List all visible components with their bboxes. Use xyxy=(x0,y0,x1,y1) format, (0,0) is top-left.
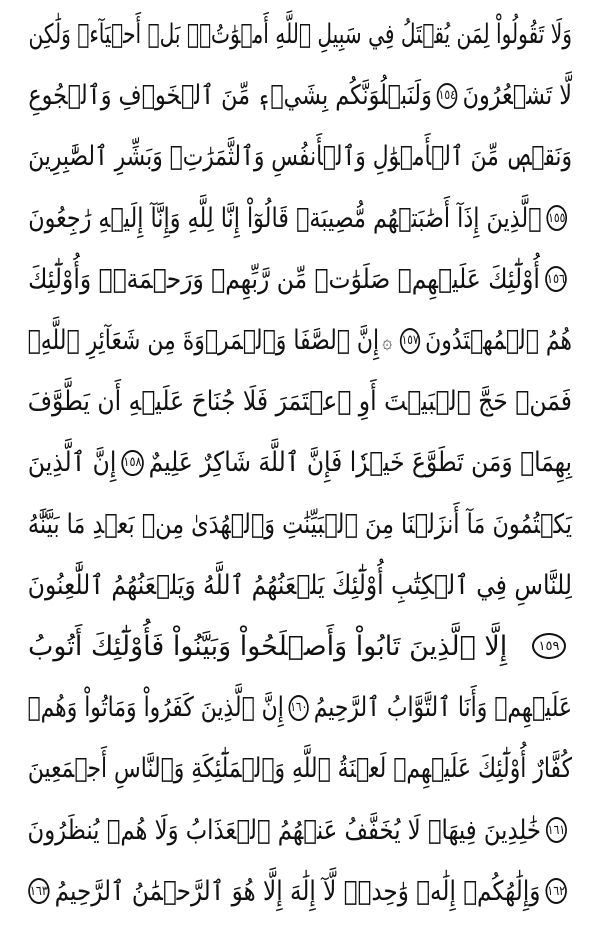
text-line xyxy=(28,551,572,612)
verse-number-marker: ١٥٤ xyxy=(437,83,458,109)
quran-text-block xyxy=(28,0,572,918)
text-line xyxy=(28,795,572,856)
verse-text: عَلَيۡهِمۡ وَأَنَا ٱلتَّوَّابُ ٱلرَّحِيمُ xyxy=(313,692,572,724)
verse-text: كُفَّارٌ أُوْلَٰٓئِكَ عَلَيۡهِمۡ لَعۡنَةُ ٱللَّهِ وَٱلۡمَلَٰٓئِكَةِ وَٱلنَّاسِ أَجۡمَعِينَ xyxy=(27,753,572,785)
text-line xyxy=(28,61,572,122)
verse-number-marker: ١٥٦ xyxy=(545,266,567,292)
text-line xyxy=(28,857,572,918)
text-line xyxy=(28,0,572,61)
verse-text: هُمُ ٱلۡمُهۡتَدُونَ xyxy=(425,325,572,357)
verse-text: وَنَقۡصٖ مِّنَ ٱلۡأَمۡوَٰلِ وَٱلۡأَنفُسِ وَٱلثَّمَرَٰتِۗ وَبَشِّرِ ٱلصَّٰبِرِينَ xyxy=(28,141,573,173)
verse-text: خَٰلِدِينَ فِيهَاۖ لَا يُخَفَّفُ عَنۡهُمُ ٱلۡعَذَابُ وَلَا هُمۡ يُنظَرُونَ xyxy=(27,814,541,846)
verse-text: إِنَّ ٱلَّذِينَ كَفَرُواْ وَمَاتُواْ وَهُمۡ xyxy=(27,692,284,724)
verse-number-marker: ١٥٥ xyxy=(546,205,567,231)
verse-text: إِلَّا ٱلَّذِينَ تَابُواْ وَأَصۡلَحُواْ وَبَيَّنُواْ فَأُوْلَٰٓئِكَ أَتُوبُ xyxy=(28,630,508,662)
verse-number-marker: ١٦٠ xyxy=(289,695,309,721)
text-line xyxy=(28,367,572,428)
text-line xyxy=(28,673,572,734)
text-line xyxy=(28,245,572,306)
verse-text: بِهِمَاۚ وَمَن تَطَوَّعَ خَيۡرٗا فَإِنَّ ٱللَّهَ شَاكِرٌ عَلِيمٌ xyxy=(148,447,572,479)
verse-number-marker: ١٥٩ xyxy=(532,633,566,659)
text-line xyxy=(28,306,572,367)
verse-text: وَلَا تَقُولُواْ لِمَن يُقۡتَلُ فِي سَبِيلِ ٱللَّهِ أَمۡوَٰتُۢۚ بَلۡ أَحۡيَآءٞ وَلَٰكِن xyxy=(28,19,573,51)
verse-text: يَكۡتُمُونَ مَآ أَنزَلۡنَا مِنَ ٱلۡبَيِّنَٰتِ وَٱلۡهُدَىٰ مِنۢ بَعۡدِ مَا بَيَّنَّٰهُ xyxy=(27,508,573,540)
verse-number-marker: ١٦٣ xyxy=(28,878,49,904)
verse-text: ٱلَّذِينَ إِذَآ أَصَٰبَتۡهُم مُّصِيبَةٞ قَالُوٓاْ إِنَّا لِلَّهِ وَإِنَّآ إِلَيۡهِ رَٰجِعُونَ xyxy=(28,202,542,234)
verse-number-marker: ١٥٨ xyxy=(122,450,144,476)
text-line xyxy=(28,612,572,673)
verse-text: وَإِلَٰهُكُمۡ إِلَٰهٞ وَٰحِدٞۖ لَّآ إِلَٰهَ إِلَّا هُوَ ٱلرَّحۡمَٰنُ ٱلرَّحِيمُ xyxy=(54,875,541,907)
rub-el-hizb-icon: ۞ xyxy=(382,328,392,353)
text-line xyxy=(28,428,572,489)
verse-number-marker: ١٦١ xyxy=(546,817,567,843)
text-line xyxy=(28,184,572,245)
verse-text: إِنَّ ٱلصَّفَا وَٱلۡمَرۡوَةَ مِن شَعَآئِرِ ٱللَّهِۖ xyxy=(27,325,380,357)
text-line xyxy=(28,122,572,183)
verse-text: أُوْلَٰٓئِكَ عَلَيۡهِمۡ صَلَوَٰتٞ مِّن رَّبِّهِمۡ وَرَحۡمَةٞۖ وَأُوْلَٰٓئِكَ xyxy=(28,263,540,295)
text-line xyxy=(28,490,572,551)
verse-text: لِلنَّاسِ فِي ٱلۡكِتَٰبِ أُوْلَٰٓئِكَ يَلۡعَنُهُمُ ٱللَّهُ وَيَلۡعَنُهُمُ ٱللَّٰعِنُونَ xyxy=(27,569,572,601)
verse-text: لَّا تَشۡعُرُونَ xyxy=(462,80,572,112)
verse-text: وَلَنَبۡلُوَنَّكُم بِشَيۡءٖ مِّنَ ٱلۡخَوۡفِ وَٱلۡجُوعِ xyxy=(28,80,432,112)
verse-number-marker: ١٥٧ xyxy=(400,328,420,354)
text-line xyxy=(28,734,572,795)
verse-text: فَمَنۡ حَجَّ ٱلۡبَيۡتَ أَوِ ٱعۡتَمَرَ فَلَا جُنَاحَ عَلَيۡهِ أَن يَطَّوَّفَ xyxy=(27,386,572,418)
verse-number-marker: ١٦٢ xyxy=(546,878,567,904)
verse-text: إِنَّ ٱلَّذِينَ xyxy=(27,447,117,479)
